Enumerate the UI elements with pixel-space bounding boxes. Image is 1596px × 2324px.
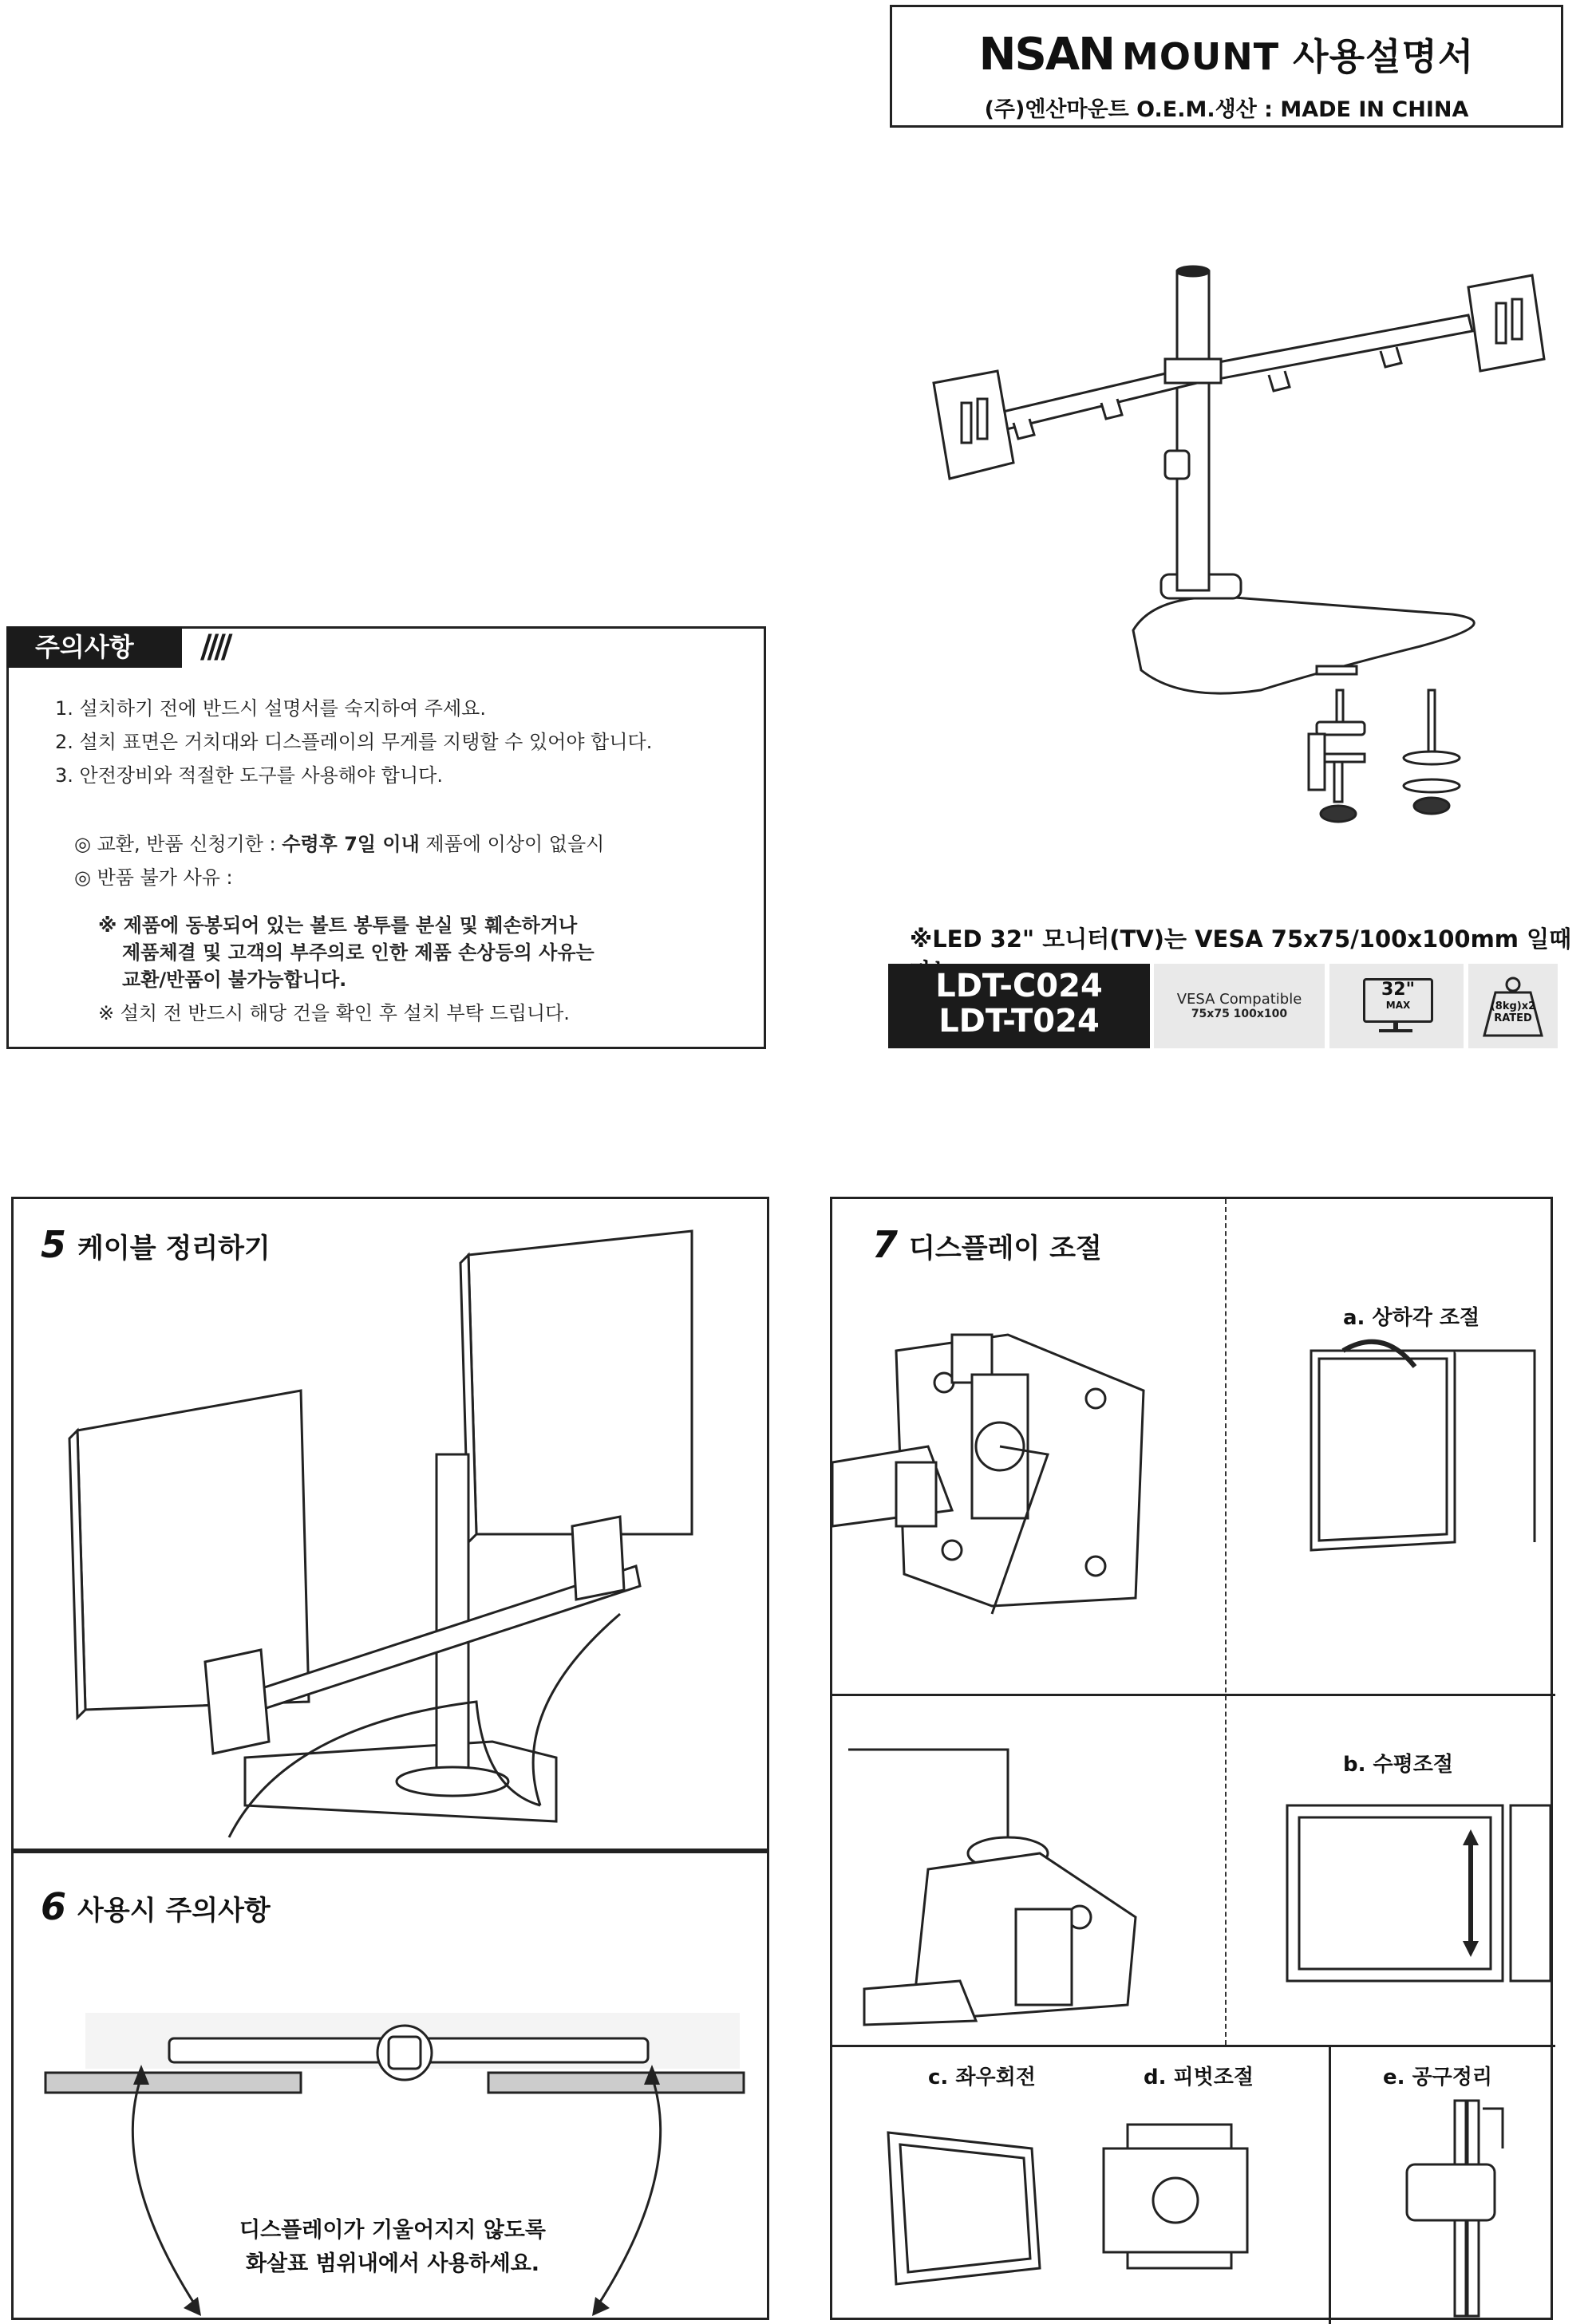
product-illustration (894, 255, 1564, 702)
divider-2 (832, 2045, 1555, 2047)
return-period (74, 828, 604, 856)
panel-display-adjust (830, 1197, 1553, 2320)
step-title: 케이블 정리하기 (77, 1233, 271, 1265)
max-size-box (1329, 964, 1464, 1048)
rated-text (1468, 1000, 1558, 1024)
tool-storage-illustration (1391, 2101, 1519, 2316)
tilt-knob-illustration (832, 1263, 1215, 1694)
level-monitor-illustration (1287, 1789, 1551, 1989)
model-2: LDT-T024 (938, 1003, 1100, 1040)
swivel-illustration (880, 2117, 1056, 2292)
divider-3 (1329, 2045, 1331, 2324)
panel-cable-management (11, 1197, 769, 1851)
step-title: 디스플레이 조절 (909, 1233, 1102, 1265)
label-a-tilt: a. 상하각 조절 (1343, 1306, 1480, 1330)
step-number: 5 (41, 1223, 67, 1266)
no-return-line-1: ※ 제품에 동봉되어 있는 볼트 봉투를 분실 및 훼손하거나 (98, 914, 578, 937)
label-c-swivel: c. 좌우회전 (928, 2066, 1036, 2089)
usage-caption-1: 디스플레이가 기울어지지 않도록 (239, 2218, 546, 2243)
dashed-divider (1225, 1199, 1227, 2045)
no-return-title: ◎ 반품 불가 사유 : (74, 866, 233, 889)
return-period-suffix: 제품에 이상이 없을시 (419, 833, 605, 855)
panel-usage-caution (11, 1851, 769, 2320)
brand-logo: NSAN (978, 28, 1115, 81)
level-knob-illustration (832, 1718, 1215, 2037)
step-number: 7 (872, 1223, 899, 1266)
pivot-illustration (1096, 2117, 1255, 2276)
no-return-line-3: 교환/반품이 불가능합니다. (122, 969, 347, 991)
label-e-tool: e. 공구정리 (1383, 2066, 1493, 2089)
rated-box (1468, 964, 1558, 1048)
usage-caption-2: 화살표 범위내에서 사용하세요. (245, 2251, 540, 2276)
vesa-sizes: 75x75 100x100 (1191, 1008, 1288, 1020)
monitor-icon (1363, 978, 1433, 1023)
caution-box (6, 626, 766, 1049)
caution-tab: 주의사항 (6, 626, 182, 668)
step-number: 6 (41, 1885, 67, 1928)
clamp-illustrations (1293, 686, 1484, 830)
label-d-pivot: d. 피벗조절 (1144, 2066, 1254, 2089)
tilt-monitor-illustration (1295, 1335, 1551, 1574)
caution-item-2: 2. 설치 표면은 거치대와 디스플레이의 무게를 지탱할 수 있어야 합니다. (55, 731, 653, 753)
header-title-row (892, 28, 1561, 81)
rated-label: RATED (1494, 1012, 1532, 1024)
final-note: ※ 설치 전 반드시 해당 건을 확인 후 설치 부탁 드립니다. (98, 1002, 570, 1024)
manufacturer-line: (주)엔산마운트 O.E.M.생산 : MADE IN CHINA (984, 97, 1469, 122)
return-period-bold: 수령후 7일 이내 (282, 833, 420, 855)
step-title: 사용시 주의사항 (77, 1895, 271, 1927)
return-period-prefix: ◎ 교환, 반품 신청기한 : (74, 833, 282, 855)
panel7-title (872, 1223, 1102, 1266)
header-box (890, 5, 1563, 128)
max-label: MAX (1385, 1000, 1411, 1011)
cable-management-illustration (61, 1231, 748, 1821)
caution-item-3: 3. 안전장비와 적절한 도구를 사용해야 합니다. (55, 764, 443, 787)
model-box (888, 964, 1150, 1048)
manual-title: MOUNT 사용설명서 (1122, 35, 1475, 78)
caution-item-1: 1. 설치하기 전에 반드시 설명서를 숙지하여 주세요. (55, 697, 486, 720)
led-note: ※LED 32" 모니터(TV)는 VESA 75x75/100x100mm 일때 (910, 925, 1572, 953)
model-1: LDT-C024 (935, 968, 1103, 1004)
vesa-label: VESA Compatible (1176, 991, 1302, 1008)
max-size: 32" (1381, 980, 1416, 1000)
rated-weight: (8kg)x2 (1490, 1000, 1536, 1012)
no-return-line-2: 제품체결 및 고객의 부주의로 인한 제품 손상등의 사유는 (122, 941, 595, 964)
label-b-level: b. 수평조절 (1343, 1753, 1454, 1777)
vesa-box (1154, 964, 1325, 1048)
divider-1 (832, 1694, 1555, 1696)
caution-tab-slashes: //// (200, 629, 228, 665)
